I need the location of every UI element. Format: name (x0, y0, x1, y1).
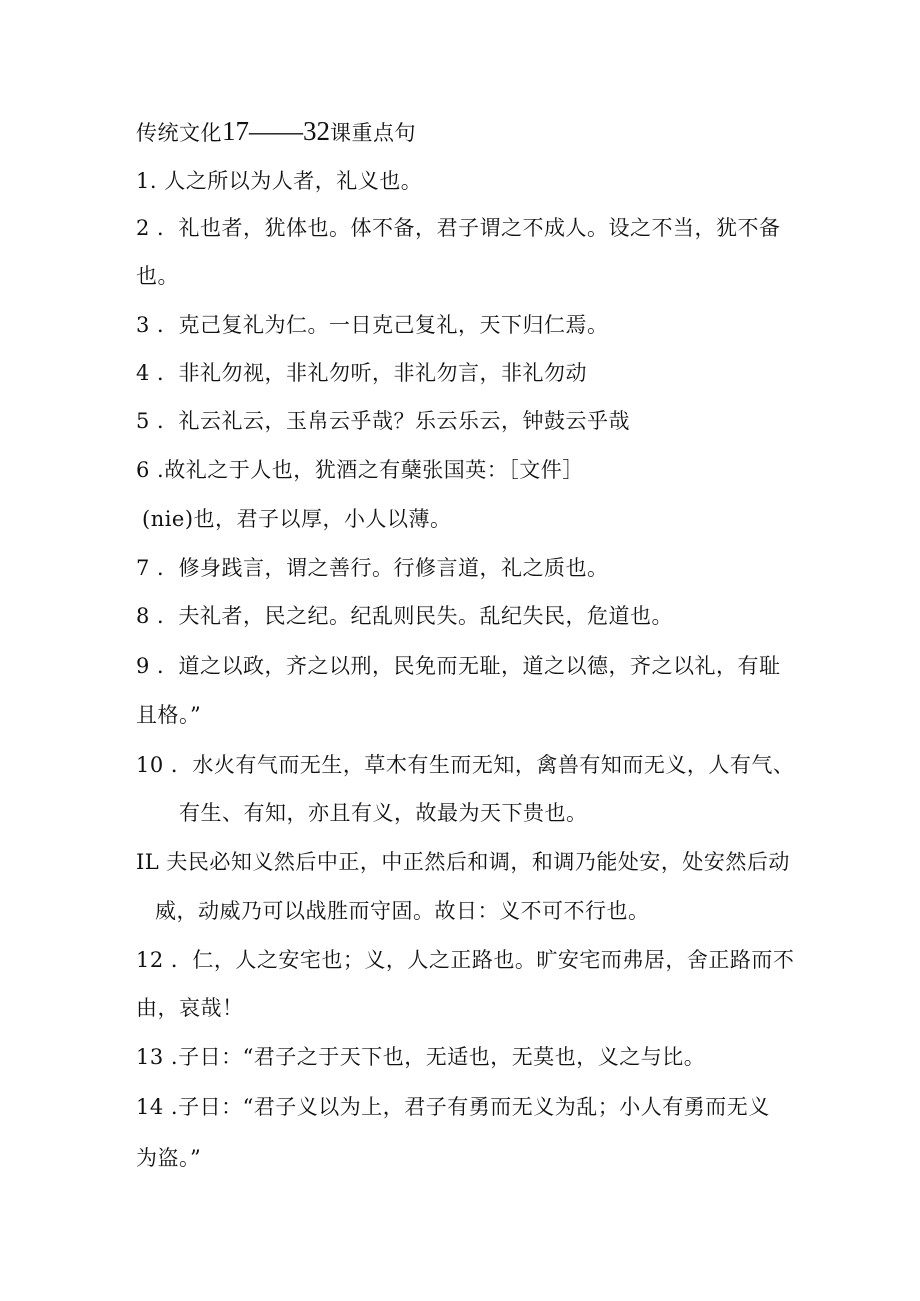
text-line: 6 .故礼之于人也，犹酒之有蘖张国英：［文件］ (136, 458, 584, 482)
text-line: 威，动威乃可以战胜而守固。故日：义不可不行也。 (155, 899, 650, 923)
text-line: 13 .子日：“君子之于天下也，无适也，无莫也，义之与比。 (136, 1045, 706, 1069)
text-line: 也。 (136, 264, 179, 288)
text-line: 且格。” (136, 703, 202, 727)
text-line: 由，哀哉！ (136, 996, 244, 1020)
title-suffix: 课重点句 (330, 121, 416, 145)
text-line: 3 ．克己复礼为仁。一日克己复礼，天下归仁焉。 (136, 313, 609, 337)
text-line: 7 ．修身践言，谓之善行。行修言道，礼之质也。 (136, 556, 609, 580)
text-line: 2 ．礼也者，犹体也。体不备，君子谓之不成人。设之不当，犹不备 (136, 216, 781, 240)
text-line: 12 ．仁，人之安宅也；义，人之正路也。旷安宅而弗居，舍正路而不 (136, 948, 795, 972)
text-line: 9 ．道之以政，齐之以刑，民免而无耻，道之以德，齐之以礼，有耻 (136, 654, 781, 678)
document-title (136, 117, 416, 147)
text-line: 为盗。” (136, 1146, 202, 1170)
text-line: (nie)也，君子以厚，小人以薄。 (142, 507, 452, 531)
title-range: 17——32 (222, 116, 330, 146)
text-line: 1. 人之所以为人者，礼义也。 (136, 169, 423, 193)
text-line: 10 ．水火有气而无生，草木有生而无知，禽兽有知而无义，人有气、 (136, 753, 795, 777)
text-line: IL 夫民必知义然后中正，中正然后和调，和调乃能处安，处安然后动 (136, 850, 790, 874)
text-line: 4 ．非礼勿视，非礼勿听，非礼勿言，非礼勿动 (136, 361, 588, 385)
title-prefix: 传统文化 (136, 121, 222, 145)
text-line: 14 .子日：“君子义以为上，君子有勇而无义为乱；小人有勇而无义 (136, 1095, 770, 1119)
text-line: 8 ．夫礼者，民之纪。纪乱则民失。乱纪失民，危道也。 (136, 604, 674, 628)
text-line: 有生、有知，亦且有义，故最为天下贵也。 (179, 801, 588, 825)
text-line: 5 ．礼云礼云，玉帛云乎哉？乐云乐云，钟鼓云乎哉 (136, 409, 631, 433)
